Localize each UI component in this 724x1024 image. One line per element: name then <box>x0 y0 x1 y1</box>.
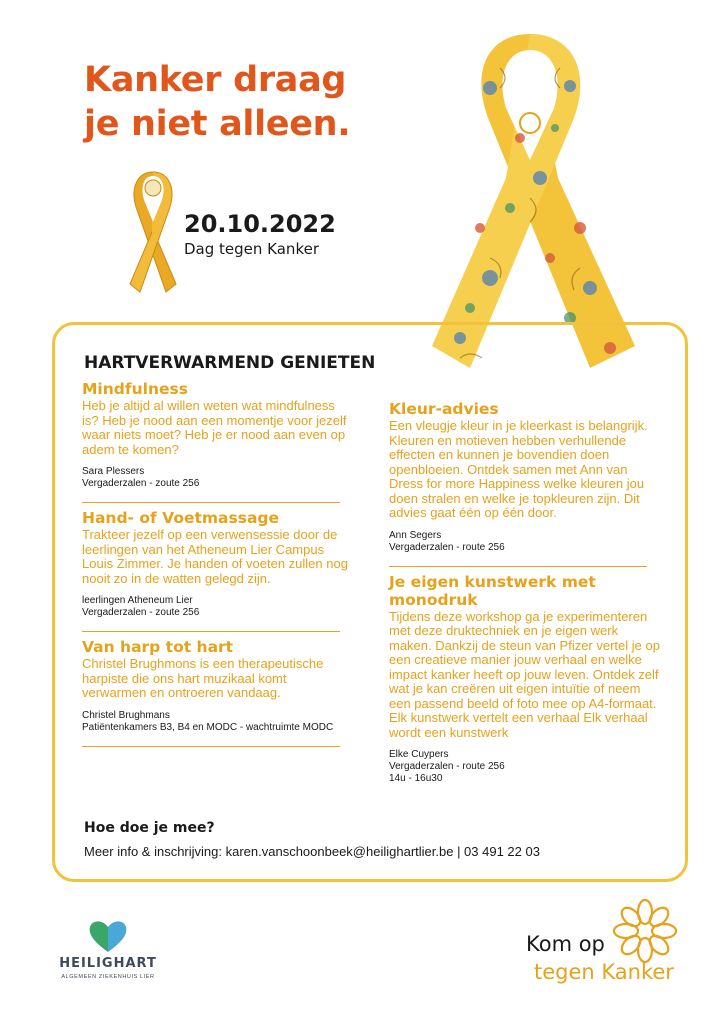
activity-person: leerlingen Atheneum Lier <box>82 595 193 606</box>
activities-right-column <box>389 400 661 785</box>
event-date: 20.10.2022 <box>184 210 336 238</box>
activity-title: Van harp tot hart <box>82 638 234 656</box>
heilighart-name: HEILIGHART <box>59 956 157 971</box>
activity-description: Heb je altijd al willen weten wat mindfulness is? Heb je nood aan een momentje voor jezelf waar niets moet? Heb je er nood aan even op adem te komen? <box>82 398 347 457</box>
divider <box>389 566 647 567</box>
activity-location: Patiëntenkamers B3, B4 en MODC - wachtruimte MODC <box>82 721 334 733</box>
activity-title: Je eigen kunstwerk met monodruk <box>389 572 596 609</box>
heilighart-heart-logo <box>86 918 130 954</box>
activity-location: Vergaderzalen - route 256 <box>389 761 505 772</box>
event-name: Dag tegen Kanker <box>184 240 319 258</box>
activity-description: Trakteer jezelf op een verwensessie door de leerlingen van het Atheneum Lier Campus Louis Zimmer. Je handen of voeten zullen nog nooit zo in de watten gelegd zijn. <box>82 527 348 586</box>
activity-description: Een vleugje kleur in je kleerkast is belangrijk. Kleuren en motieven hebben verhullende effecten en kunnen je bovendien doen openbloeien. Ontdek samen met Ann van Dress for more Happiness welke kleuren jou doen stralen en welke je topkleuren zijn. Dit advies gaat één op één door. <box>389 418 648 520</box>
activity-person: Elke Cuypers <box>389 749 449 760</box>
awareness-ribbon-icon <box>118 162 188 302</box>
activity-monoprint <box>389 573 661 786</box>
activity-description: Tijdens deze workshop ga je experimenteren met deze druktechniek en je eigen werk maken. Dankzij de steun van Pfizer vertel je op een creatieve manier jouw verhaal en welke impact kanker heeft op jouw leven. Ontdek zelf wat je kan creëren uit eigen intuïtie of neem een passend beeld of foto mee op A4-formaat. Elk kunstwerk vertelt een verhaal Elk verhaal wordt een kunstwerk <box>389 608 660 740</box>
divider <box>82 631 340 632</box>
activity-person: Ann Segers <box>389 529 442 541</box>
activity-person: Sara Plessers <box>82 466 145 477</box>
headline-line-2: je niet alleen. <box>84 104 351 144</box>
activity-time: 14u - 16u30 <box>389 773 443 784</box>
kom-op-line-2: tegen Kanker <box>534 960 674 984</box>
kom-op-line-1: Kom op <box>526 932 605 956</box>
activity-mindfulness <box>82 380 352 503</box>
flower-logo-icon <box>610 898 680 964</box>
divider <box>82 746 340 747</box>
activity-person: Christel Brughmans <box>82 709 170 721</box>
heilighart-subtitle: ALGEMEEN ZIEKENHUIS LIER <box>61 974 155 980</box>
activity-color-advice <box>389 400 661 567</box>
kom-op-tegen-kanker-logo <box>520 898 690 998</box>
headline-line-1: Kanker draag <box>84 60 347 100</box>
howto-title: Hoe doe je mee? <box>84 820 215 836</box>
activity-title: Hand- of Voetmassage <box>82 509 280 527</box>
activity-location: Vergaderzalen - zoute 256 <box>82 607 200 618</box>
activity-location: Vergaderzalen - route 256 <box>389 541 505 553</box>
activity-title: Kleur-advies <box>389 400 499 418</box>
date-block <box>184 210 336 258</box>
activity-description: Christel Brughmons is een therapeutische harpiste die ons hart muzikaal komt verwarmen en ontroeren vandaag. <box>82 656 324 700</box>
activity-title: Mindfulness <box>82 380 188 398</box>
contact-info[interactable]: Meer info & inschrijving: karen.vanschoonbeek@heilighartlier.be | 03 491 22 03 <box>84 844 540 859</box>
headline <box>84 58 350 146</box>
activity-harp <box>82 638 352 747</box>
divider <box>82 502 340 503</box>
activities-left-column <box>82 380 352 753</box>
activity-massage <box>82 509 352 632</box>
howto-block <box>84 820 540 859</box>
heilighart-logo <box>48 918 168 988</box>
section-title: HARTVERWARMEND GENIETEN <box>84 353 376 373</box>
activity-location: Vergaderzalen - zoute 256 <box>82 478 200 489</box>
